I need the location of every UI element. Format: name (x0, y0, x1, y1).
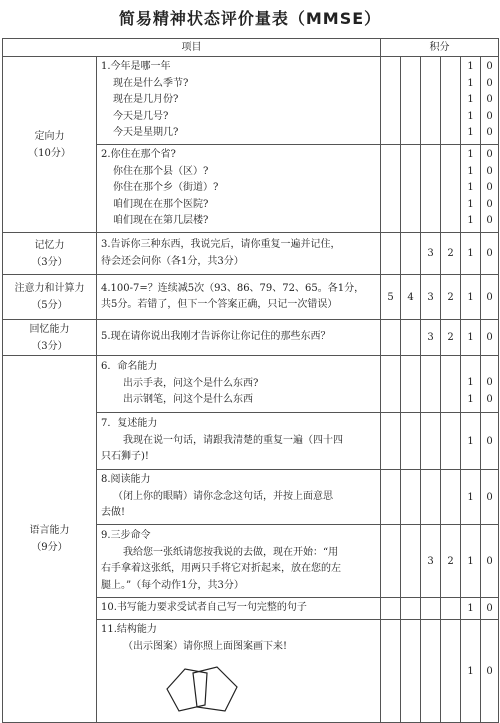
score-one-column: 1 1 1 1 1 (461, 145, 481, 233)
category-recall: 回忆能力 （3分） (3, 320, 97, 356)
table-row (3, 57, 499, 145)
score-zero-column: 0 0 0 0 0 (481, 57, 499, 145)
table-row: 语言能力 （9分） 6．命名能力 出示手表，问这个是什么东西? 出示钢笔，问这个是什么东西 1 1 0 0 (3, 356, 499, 413)
question-2: 2.你住在那个省? 你住在那个县（区）? 你住在那个乡（街道）? 咱们现在在那个医院? 咱们现在在第几层楼? (97, 145, 381, 233)
category-attention: 注意力和计算力 （5分） (3, 275, 97, 320)
category-language: 语言能力 （9分） (3, 356, 97, 723)
table-row: 8.阅读能力 （闭上你的眼睛）请你念念这句话，并按上面意思 去做! 1 0 (3, 470, 499, 525)
question-1: 1.今年是哪一年 现在是什么季节? 现在是几月份? 今天是几号? 今天是星期几? (97, 57, 381, 145)
intersecting-pentagons-figure (145, 659, 265, 717)
header-row (3, 39, 499, 57)
score-one-column: 1 1 1 1 1 (461, 57, 481, 145)
question-6: 6．命名能力 出示手表，问这个是什么东西? 出示钢笔，问这个是什么东西 (97, 356, 381, 413)
category-registration: 记忆力 （3分） (3, 233, 97, 275)
category-orientation (3, 57, 97, 233)
form-title: 简易精神状态评价量表（MMSE） (118, 9, 382, 28)
table-row: 9.三步命令 我给您一张纸请您按我说的去做，现在开始：“用 右手拿着这张纸，用两只手将它对折起来，放在您的左 腿上。”（每个动作1分，共3分） 3 2 1 0 (3, 525, 499, 598)
question-8: 8.阅读能力 （闭上你的眼睛）请你念念这句话，并按上面意思 去做! (97, 470, 381, 525)
question-9: 9.三步命令 我给您一张纸请您按我说的去做，现在开始：“用 右手拿着这张纸，用两只手将它对折起来，放在您的左 腿上。”（每个动作1分，共3分） (97, 525, 381, 598)
question-3: 3.告诉你三种东西，我说完后，请你重复一遍并记住， 待会还会问你（各1分，共3分） (97, 233, 381, 275)
mmse-table (2, 38, 499, 723)
table-row: 11.结构能力 （出示图案）请你照上面图案画下来! 1 0 (3, 620, 499, 723)
table-row: 10.书写能力要求受试者自己写一句完整的句子 1 0 (3, 598, 499, 620)
table-row: 注意力和计算力 （5分） 4.100-7=？连续减5次（93、86、79、72、65。各1分， 共5分。若错了，但下一个答案正确，只记一次错误） 5 4 3 2 1 0 (3, 275, 499, 320)
score-zero-column: 0 0 0 0 0 (481, 145, 499, 233)
table-row: 回忆能力 （3分） 5.现在请你说出我刚才告诉你让你记住的那些东西？ 3 2 1 0 (3, 320, 499, 356)
table-row: 记忆力 （3分） 3.告诉你三种东西，我说完后，请你重复一遍并记住， 待会还会问你（各1分，共3分） 3 2 1 0 (3, 233, 499, 275)
category-points: （10分） (28, 147, 71, 159)
question-11: 11.结构能力 （出示图案）请你照上面图案画下来! (97, 620, 381, 723)
question-10: 10.书写能力要求受试者自己写一句完整的句子 (97, 598, 381, 620)
question-5: 5.现在请你说出我刚才告诉你让你记住的那些东西？ (97, 320, 381, 356)
question-7: 7．复述能力 我现在说一句话，请跟我清楚的重复一遍（四十四 只石狮子)! (97, 413, 381, 470)
category-name: 定向力 (34, 130, 65, 142)
table-row: 7．复述能力 我现在说一句话，请跟我清楚的重复一遍（四十四 只石狮子)! 1 0 (3, 413, 499, 470)
score-header: 积分 (381, 39, 499, 57)
question-4: 4.100-7=？连续减5次（93、86、79、72、65。各1分， 共5分。若错了，但下一个答案正确，只记一次错误） (97, 275, 381, 320)
item-header: 项目 (3, 39, 381, 57)
